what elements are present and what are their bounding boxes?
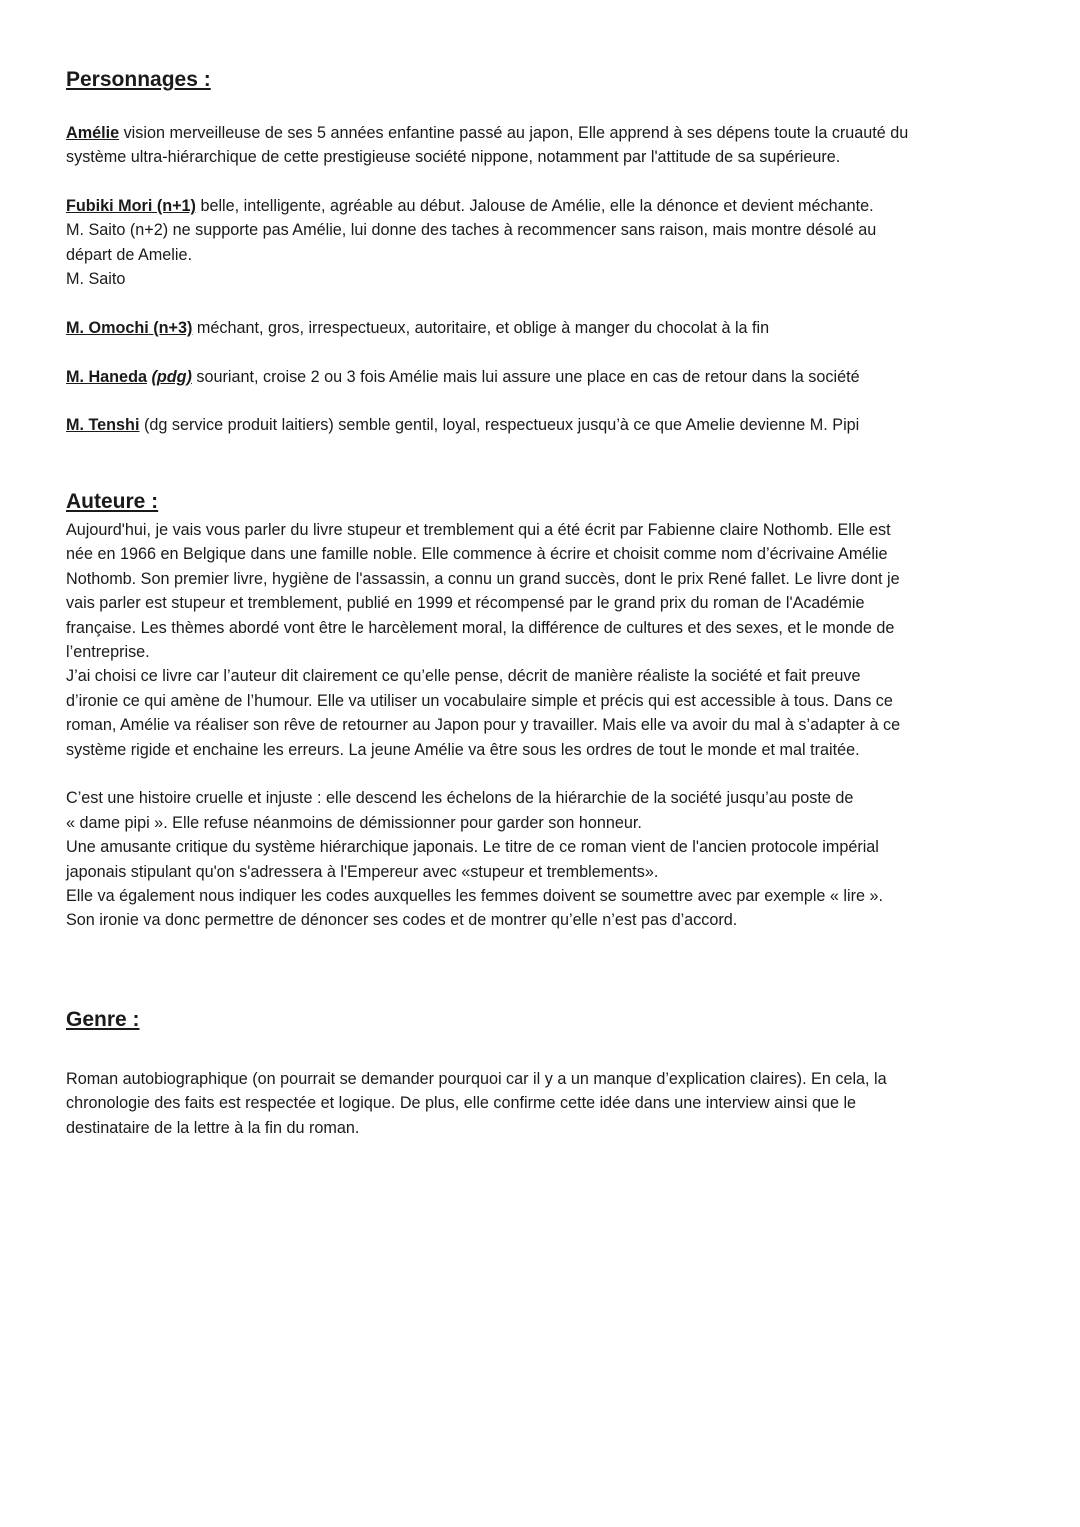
heading-genre: Genre : xyxy=(66,1008,140,1031)
character-desc-fubuki: belle, intelligente, agréable au début. Jalouse de Amélie, elle la dénonce et devient méchante. xyxy=(195,197,874,215)
character-name-haneda: M. Haneda xyxy=(66,368,147,386)
character-name-omochi: M. Omochi (n+3) xyxy=(66,319,193,337)
character-fubuki xyxy=(66,194,1026,292)
text-line: Une amusante critique du système hiérarchique japonais. Le titre de ce roman vient de l'ancien protocole impérial xyxy=(66,838,879,857)
text-line: destinataire de la lettre à la fin du roman. xyxy=(66,1118,360,1137)
text-line: française. Les thèmes abordé vont être le harcèlement moral, la différence de cultures et des sexes, et le monde de xyxy=(66,618,895,637)
text-line: chronologie des faits est respectée et logique. De plus, elle confirme cette idée dans une interview ainsi que le xyxy=(66,1094,857,1113)
character-desc-haneda: souriant, croise 2 ou 3 fois Amélie mais lui assure une place en cas de retour dans la société xyxy=(191,368,860,386)
heading-personnages: Personnages : xyxy=(66,68,211,91)
character-amelie xyxy=(66,121,1026,170)
auteure-paragraph-1 xyxy=(66,518,1026,933)
text-line: Aujourd'hui, je vais vous parler du livre stupeur et tremblement qui a été écrit par Fabienne claire Nothomb. Elle est xyxy=(66,521,891,539)
text-line: J’ai choisi ce livre car l’auteur dit clairement ce qu’elle pense, décrit de manière réaliste la société et fait preuve xyxy=(66,667,861,686)
text-line: Elle va également nous indiquer les codes auxquelles les femmes doivent se soumettre avec par exemple « lire ». xyxy=(66,887,884,906)
character-desc-tenshi: (dg service produit laitiers) semble gentil, loyal, respectueux jusqu’à ce que Amelie devienne M. Pipi xyxy=(139,416,860,434)
text-line: Roman autobiographique (on pourrait se demander pourquoi car il y a un manque d’explication claires). En cela, la xyxy=(66,1070,887,1088)
text-line: roman, Amélie va réaliser son rêve de retourner au Japon pour y travailler. Mais elle va avoir du mal à s’adapter à ce xyxy=(66,716,901,735)
character-saito-line2: départ de Amelie. xyxy=(66,245,192,264)
character-desc-amelie: vision merveilleuse de ses 5 années enfantine passé au japon, Elle apprend à ses dépens toute la cruauté du xyxy=(119,124,909,142)
character-desc-omochi: méchant, gros, irrespectueux, autoritaire, et oblige à manger du chocolat à la fin xyxy=(192,319,770,337)
text-line: vais parler est stupeur et tremblement, publié en 1999 et récompensé par le grand prix du roman de l'Académie xyxy=(66,594,865,613)
character-name-fubuki: Fubiki Mori (n+1) xyxy=(66,197,196,215)
text-line: C’est une histoire cruelle et injuste : elle descend les échelons de la hiérarchie de la société jusqu’au poste de xyxy=(66,789,854,808)
character-tenshi xyxy=(66,413,1026,437)
text-line: Son ironie va donc permettre de dénoncer ses codes et de montrer qu’elle n’est pas d’accord. xyxy=(66,911,738,930)
text-line: d’ironie ce qui amène de l’humour. Elle va utiliser un vocabulaire simple et précis qui est accessible à tous. Dans ce xyxy=(66,691,893,710)
character-title-haneda: (pdg) xyxy=(151,368,192,386)
text-line: système rigide et enchaine les erreurs. La jeune Amélie va être sous les ordres de tout le monde et mal traitée. xyxy=(66,740,860,759)
text-line: Nothomb. Son premier livre, hygiène de l'assassin, a connu un grand succès, dont le prix René fallet. Le livre dont je xyxy=(66,569,900,588)
character-saito-line1: M. Saito (n+2) ne supporte pas Amélie, lui donne des taches à recommencer sans raison, mais montre désolé au xyxy=(66,221,877,240)
character-desc-amelie-line2: système ultra-hiérarchique de cette prestigieuse société nippone, notamment par l'attitude de sa supérieure. xyxy=(66,148,841,167)
character-name-tenshi: M. Tenshi xyxy=(66,416,140,434)
text-line: l’entreprise. xyxy=(66,643,150,662)
text-line: née en 1966 en Belgique dans une famille noble. Elle commence à écrire et choisit comme nom d’écrivaine Amélie xyxy=(66,545,888,564)
text-line: « dame pipi ». Elle refuse néanmoins de démissionner pour garder son honneur. xyxy=(66,813,642,832)
character-omochi xyxy=(66,316,1026,340)
genre-paragraph xyxy=(66,1067,1026,1140)
heading-auteure: Auteure : xyxy=(66,490,159,513)
text-line: japonais stipulant qu'on s'adressera à l'Empereur avec «stupeur et tremblements». xyxy=(66,862,659,881)
character-haneda xyxy=(66,365,1026,389)
character-saito-line3: M. Saito xyxy=(66,270,126,289)
character-name-amelie: Amélie xyxy=(66,124,120,142)
